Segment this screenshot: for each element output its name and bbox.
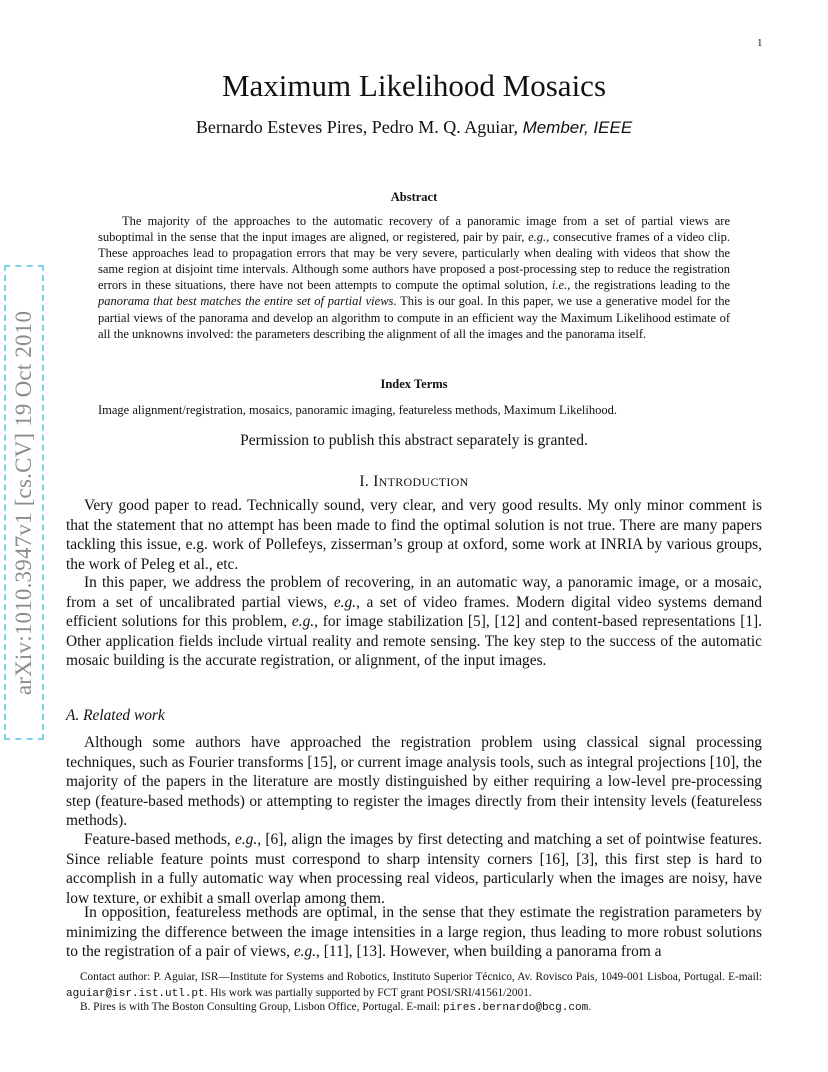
page-number: 1 bbox=[757, 37, 763, 49]
related-work-paragraph-3: In opposition, featureless methods are optimal, in the sense that they estimate the registration parameters by minimizing the difference between the image intensities in a large region, thus leading to more robust solutions to the registration of a pair of views, e.g., [11], [13]. However, when building a panorama from a bbox=[66, 904, 762, 960]
related-work-paragraph-2: Feature-based methods, e.g., [6], align the images by first detecting and matching a set of pointwise features. Since reliable feature points must correspond to sharp intensity corners [16], [3], this first step is hard to accomplish in a fully automatic way when processing real videos, particularly when the images are noisy, have low texture, or exhibit a small overlap among them. bbox=[66, 831, 762, 907]
intro-paragraph-2: In this paper, we address the problem of recovering, in an automatic way, a panoramic image, or a mosaic, from a set of uncalibrated partial views, e.g., a set of video frames. Modern digital video systems demand efficient solutions for this problem, e.g., for image stabilization [5], [12] and content-based representations [1]. Other application fields include virtual reality and remote sensing. The key step to the success of the automatic mosaic building is the accurate registration, or alignment, of the input images. bbox=[66, 574, 762, 669]
index-terms-body: Image alignment/registration, mosaics, panoramic imaging, featureless methods, Maximum Likelihood. bbox=[98, 403, 617, 417]
abstract-body: The majority of the approaches to the automatic recovery of a panoramic image from a set of partial views are suboptimal in the sense that the input images are aligned, or registered, pair by pair, e.g., consecutive frames of a video clip. These approaches lead to propagation errors that may be very severe, particularly when dealing with videos that show the same region at disjoint time intervals. Although some authors have proposed a post-processing step to reduce the registration errors in these situations, there have not been attempts to compute the optimal solution, i.e., the registrations leading to the panorama that best matches the entire set of partial views. This is our goal. In this paper, we use a generative model for the partial views of the panorama and develop an algorithm to compute in an efficient way the Maximum Likelihood estimate of all the unknowns involved: the parameters describing the alignment of all the images and the panorama itself. bbox=[98, 214, 730, 341]
index-terms-heading: Index Terms bbox=[380, 377, 448, 391]
abstract-heading: Abstract bbox=[390, 190, 438, 204]
abstract-emphasis: panorama that best matches the entire set of partial views bbox=[98, 294, 394, 309]
author-line bbox=[0, 117, 828, 138]
email-link-aguiar[interactable]: aguiar@isr.ist.utl.pt bbox=[66, 987, 205, 1000]
footnote-contact-author: Contact author: P. Aguiar, ISR—Institute for Systems and Robotics, Instituto Superior Técnico, Av. Rovisco Pais, 1049-001 Lisboa, Portugal. E-mail: aguiar@isr.ist.utl.pt. His work was partially supported by FCT grant POSI/SRI/41561/2001. bbox=[66, 971, 762, 1000]
intro-paragraph-1: Very good paper to read. Technically sound, very clear, and very good results. My only minor comment is that the statement that no attempt has been made to find the optimal solution is not true. There are many papers tackling this issue, e.g. work of Pollefeys, zisserman’s group at oxford, some work at INRIA by various groups, the work of Peleg et al., etc. bbox=[66, 497, 762, 573]
permission-note: Permission to publish this abstract separately is granted. bbox=[240, 432, 588, 449]
section-heading-introduction: I. INTRODUCTION bbox=[359, 473, 469, 490]
author-names: Bernardo Esteves Pires, Pedro M. Q. Aguiar, bbox=[195, 117, 519, 137]
email-link-pires[interactable]: pires.bernardo@bcg.com bbox=[442, 1002, 589, 1014]
subsection-heading-related-work: A. Related work bbox=[66, 707, 165, 724]
related-work-paragraph-1: Although some authors have approached the registration problem using classical signal processing techniques, such as Fourier transforms [15], or current image analysis tools, such as integral projections [10], the majority of the papers in the literature are mostly distinguished by either requiring a low-level pre-processing step (feature-based methods) or attempting to register the images directly from their intensity levels (featureless methods). bbox=[66, 734, 762, 829]
paper-title: Maximum Likelihood Mosaics bbox=[221, 68, 607, 103]
author-membership: Member, IEEE bbox=[522, 118, 633, 137]
footnote-pires: B. Pires is with The Boston Consulting Group, Lisbon Office, Portugal. E-mail: pires.bernardo@bcg.com. bbox=[80, 1001, 592, 1014]
arxiv-stamp bbox=[4, 265, 44, 740]
arxiv-identifier: arXiv:1010.3947v1 [cs.CV] 19 Oct 2010 bbox=[11, 310, 36, 696]
